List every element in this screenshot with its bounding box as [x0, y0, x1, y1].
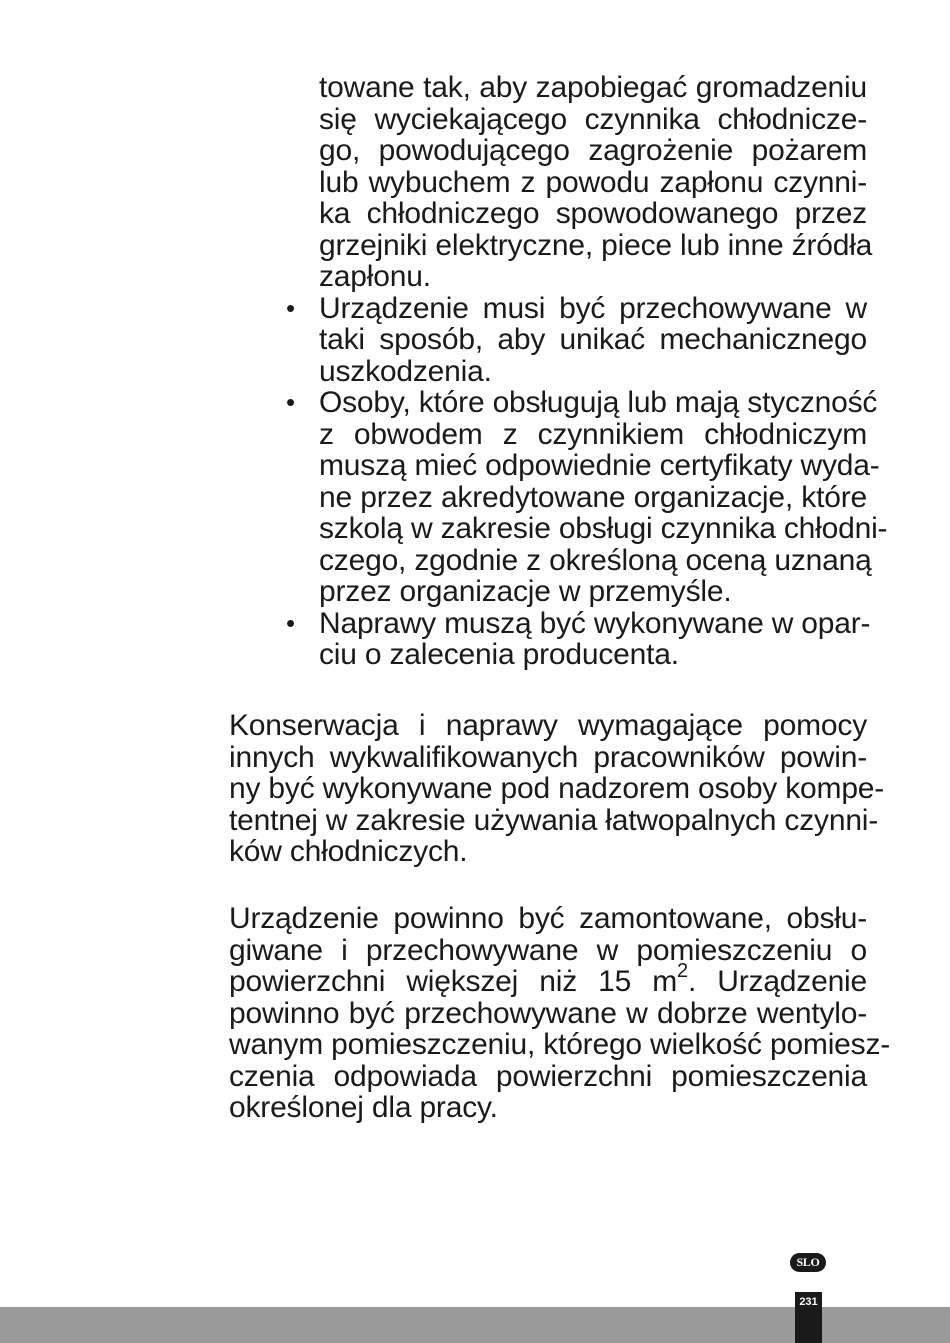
text-line: go, powodującego zagrożenie pożarem — [319, 134, 867, 167]
text-line: czenia odpowiada powierzchni pomieszczenia — [229, 1059, 867, 1093]
text-line: Osoby, które obsługują lub mają styczność — [319, 386, 878, 419]
text-line: z obwodem z czynnikiem chłodniczym — [319, 417, 867, 451]
text-line: szkolą w zakresie obsługi czynnika chłodni- — [319, 512, 888, 545]
text-line: ny być wykonywane pod nadzorem osoby kompe- — [229, 772, 885, 805]
bullet-item — [286, 291, 867, 388]
paragraph-installation — [229, 902, 891, 1124]
bullet-item — [286, 606, 871, 671]
text-line: Urządzenie musi być przechowywane w — [319, 291, 867, 325]
page-number-tab — [795, 1292, 822, 1343]
text-line: grzejniki elektryczne, piece lub inne źródła — [319, 228, 873, 262]
text-line: towane tak, aby zapobiegać gromadzeniu — [319, 71, 867, 104]
language-badge: SLO — [790, 1253, 826, 1272]
text-line: ków chłodniczych. — [229, 835, 468, 868]
text-line: powinno być przechowywane w dobrze wentylo- — [229, 996, 867, 1030]
area-text: powierzchni większej niż 15 m — [229, 965, 678, 998]
bullet-item — [286, 386, 888, 608]
text-line: lub wybuchem z powodu zapłonu czynni- — [319, 165, 867, 199]
text-line: taki sposób, aby unikać mechanicznego — [319, 323, 867, 356]
continuation-text — [286, 71, 888, 671]
superscript: 2 — [677, 960, 688, 982]
bullet-marker: • — [286, 607, 295, 638]
text-line: giwane i przechowywane w pomieszczeniu o — [229, 933, 867, 967]
text-segment: . Urządzenie — [687, 965, 868, 998]
text-line: przez organizacje w przemyśle. — [319, 575, 732, 608]
text-line: określonej dla pracy. — [229, 1091, 498, 1124]
page-number: 231 — [799, 1296, 818, 1308]
text-line: Konserwacja i naprawy wymagające pomocy — [229, 709, 867, 742]
text-line: ne przez akredytowane organizacje, które — [319, 480, 867, 514]
text-line: tentnej w zakresie używania łatwopalnych czynni- — [229, 803, 879, 837]
text-line: muszą mieć odpowiednie certyfikaty wyda- — [319, 449, 880, 482]
text-line: uszkodzenia. — [319, 354, 492, 388]
text-line: Urządzenie powinno być zamontowane, obsłu- — [229, 902, 867, 935]
text-line: czego, zgodnie z określoną oceną uznaną — [319, 543, 872, 577]
bullet-marker: • — [286, 387, 295, 417]
text-line — [229, 960, 868, 998]
text-line: zapłonu. — [319, 260, 431, 293]
text-line: ciu o zalecenia producenta. — [319, 638, 679, 671]
text-line: innych wykwalifikowanych pracowników powin- — [229, 740, 867, 774]
text-line: się wyciekającego czynnika chłodnicze- — [319, 102, 867, 136]
text-line: Naprawy muszą być wykonywane w opar- — [319, 606, 871, 640]
paragraph-maintenance — [229, 709, 885, 868]
text-line: ka chłodniczego spowodowanego przez — [319, 197, 867, 230]
text-line: wanym pomieszczeniu, którego wielkość pomiesz- — [229, 1028, 891, 1061]
bullet-marker: • — [286, 292, 295, 323]
